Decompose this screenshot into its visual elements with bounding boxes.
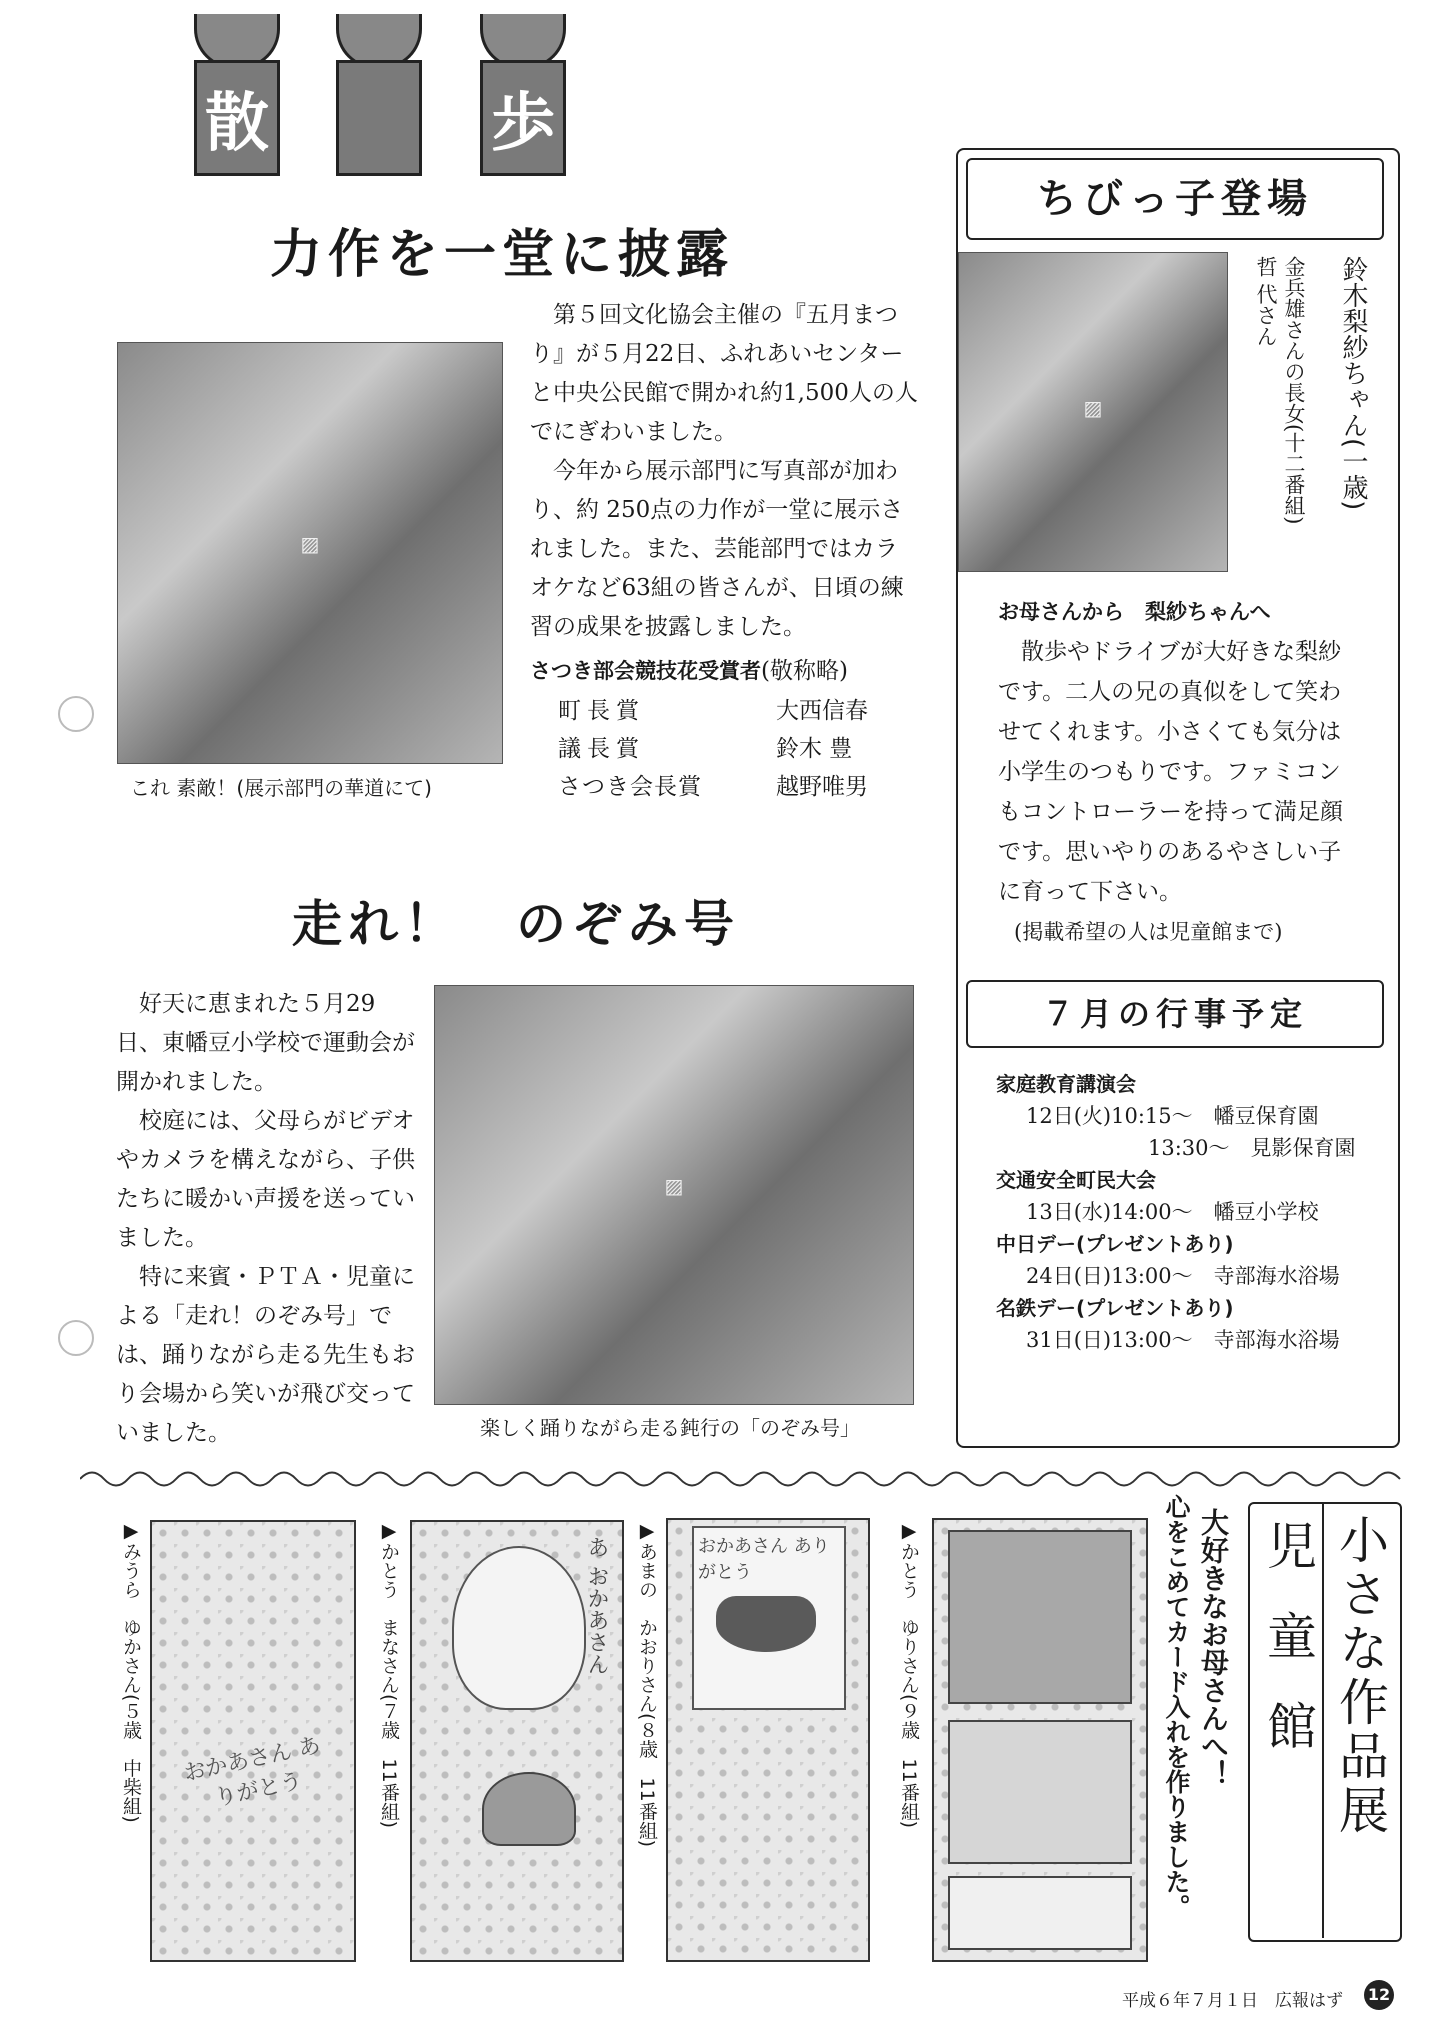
award-name: 越野唯男 — [776, 774, 868, 800]
award-title: 議長賞 — [558, 736, 645, 762]
article1-paragraph-1: 第５回文化協会主催の『五月まつり』が５月22日、ふれあいセンターと中央公民館で開かれ約1,500人の人でにぎわいました。 — [530, 302, 918, 445]
event-name: 名鉄デー(プレゼントあり) — [996, 1296, 1234, 1320]
exhibit-title: 小さな作品展 — [1331, 1514, 1389, 1838]
artwork-2 — [410, 1520, 624, 1962]
award-name: 鈴木 豊 — [776, 736, 853, 762]
artwork-2-flower — [482, 1772, 576, 1846]
events-title: ７月の行事予定 — [966, 980, 1384, 1048]
header-kanji-ho: 歩 — [480, 60, 566, 176]
artwork-2-caption: ▶かとう まなさん(７歳 11番組) — [378, 1520, 400, 1829]
awards-note: (敬称略) — [761, 658, 848, 684]
artwork-4 — [932, 1518, 1148, 1962]
award-name: 大西信春 — [776, 698, 868, 724]
award-row — [558, 768, 918, 806]
article2-body — [116, 985, 416, 1453]
artwork-3-text: おかあさん ありがとう — [698, 1536, 830, 1583]
exhibit-subtitle-2: 心をこめてカード入れを作りました。 — [1162, 1494, 1191, 1919]
artwork-2-text: あ おかあさん — [584, 1536, 609, 1675]
artwork-1-text: おかあさん ありがとう — [181, 1733, 323, 1812]
article1-paragraph-2: 今年から展示部門に写真部が加わり、約 250点の力作が一堂に展示されました。また、芸能部門ではカラオケなど63組の皆さんが、日頃の練習の成果を披露しました。 — [530, 458, 904, 640]
award-title: 町長賞 — [558, 698, 645, 724]
chibikko-message-heading: お母さんから 梨紗ちゃんへ — [998, 600, 1271, 624]
artwork-1-caption: ▶みうら ゆかさん(５歳 中柴組) — [120, 1520, 142, 1823]
header-kanji-san: 散 — [194, 60, 280, 176]
wavy-divider — [80, 1466, 1410, 1492]
artwork-4-flowers — [948, 1876, 1132, 1950]
article2-photo-caption: 楽しく踊りながら走る鈍行の「のぞみ号」 — [480, 1416, 860, 1440]
artwork-4-panel-top — [948, 1530, 1132, 1704]
artwork-3-fruit — [716, 1596, 816, 1652]
article2-paragraph-1: 好天に恵まれた５月29日、東幡豆小学校で運動会が開かれました。 — [116, 991, 415, 1095]
binder-hole-top — [58, 696, 94, 732]
chibikko-child-name: 鈴木梨紗ちゃん(一歳) — [1338, 256, 1368, 511]
events-list — [996, 1068, 1386, 1356]
artwork-1 — [150, 1520, 356, 1962]
artwork-4-panel-bottom — [948, 1720, 1132, 1864]
article1-body — [530, 296, 918, 647]
chibikko-message: 散歩やドライブが大好きな梨紗です。二人の兄の真似をして笑わせてくれます。小さくても気分は小学生のつもりです。ファミコンもコントローラーを持って満足顔です。思いやりのあるやさしい子に育って下さい。 — [998, 639, 1343, 905]
event-name: 中日デー(プレゼントあり) — [996, 1232, 1234, 1256]
award-row — [558, 692, 918, 730]
event-line: 12日(火)10:15～ 幡豆保育園 — [1026, 1104, 1319, 1128]
awards-heading: さつき部会競技花受賞者 — [530, 659, 761, 683]
event-line: 13:30～ 見影保育園 — [1148, 1136, 1356, 1160]
award-title: さつき会長賞 — [558, 774, 702, 800]
chibikko-parents-2: 哲 代さん — [1254, 256, 1278, 347]
binder-hole-bottom — [58, 1320, 94, 1356]
chibikko-title: ちびっ子登場 — [966, 158, 1384, 240]
chibikko-photo: ▨ — [958, 252, 1228, 572]
event-name: 交通安全町民大会 — [996, 1168, 1156, 1192]
footer-publication: 平成６年７月１日 広報はず — [1122, 1991, 1343, 2011]
award-row — [558, 730, 918, 768]
article2-paragraph-3: 特に来賓・ＰＴＡ・児童による「走れ！のぞみ号」では、踊りながら走る先生もおり会場から笑いが飛び交っていました。 — [116, 1264, 415, 1446]
awards-list — [558, 692, 918, 806]
event-line: 24日(日)13:00～ 寺部海水浴場 — [1026, 1264, 1340, 1288]
chibikko-parents-1: 金兵雄さんの長女(十二番組) — [1282, 256, 1306, 525]
artwork-4-caption: ▶かとう ゆりさん(９歳 11番組) — [898, 1520, 920, 1829]
article1-photo-caption: これ 素敵！(展示部門の華道にて) — [130, 776, 432, 800]
event-name: 家庭教育講演会 — [996, 1072, 1136, 1096]
exhibit-subtitle-1: 大好きなお母さんへ！ — [1197, 1508, 1230, 1788]
chibikko-note: (掲載希望の人は児童館まで) — [1014, 920, 1283, 944]
article1-photo: ▨ — [117, 342, 503, 764]
article2-photo: ▨ — [434, 985, 914, 1405]
artwork-3 — [666, 1518, 870, 1962]
artwork-3-caption: ▶あまの かおりさん(８歳 11番組) — [636, 1520, 658, 1848]
article2-title: 走れ！ のぞみ号 — [292, 895, 740, 953]
header-blank-tile — [336, 60, 422, 176]
footer-page-number: 12 — [1364, 1980, 1394, 2010]
article1-title: 力作を一堂に披露 — [270, 225, 735, 285]
exhibit-title-divider — [1322, 1502, 1324, 1938]
event-line: 13日(水)14:00～ 幡豆小学校 — [1026, 1200, 1319, 1224]
article2-paragraph-2: 校庭には、父母らがビデオやカメラを構えながら、子供たちに暖かい声援を送っていました。 — [116, 1108, 415, 1251]
event-line: 31日(日)13:00～ 寺部海水浴場 — [1026, 1328, 1340, 1352]
exhibit-venue: 児童館 — [1259, 1520, 1317, 1790]
awards-heading-row — [530, 652, 930, 690]
